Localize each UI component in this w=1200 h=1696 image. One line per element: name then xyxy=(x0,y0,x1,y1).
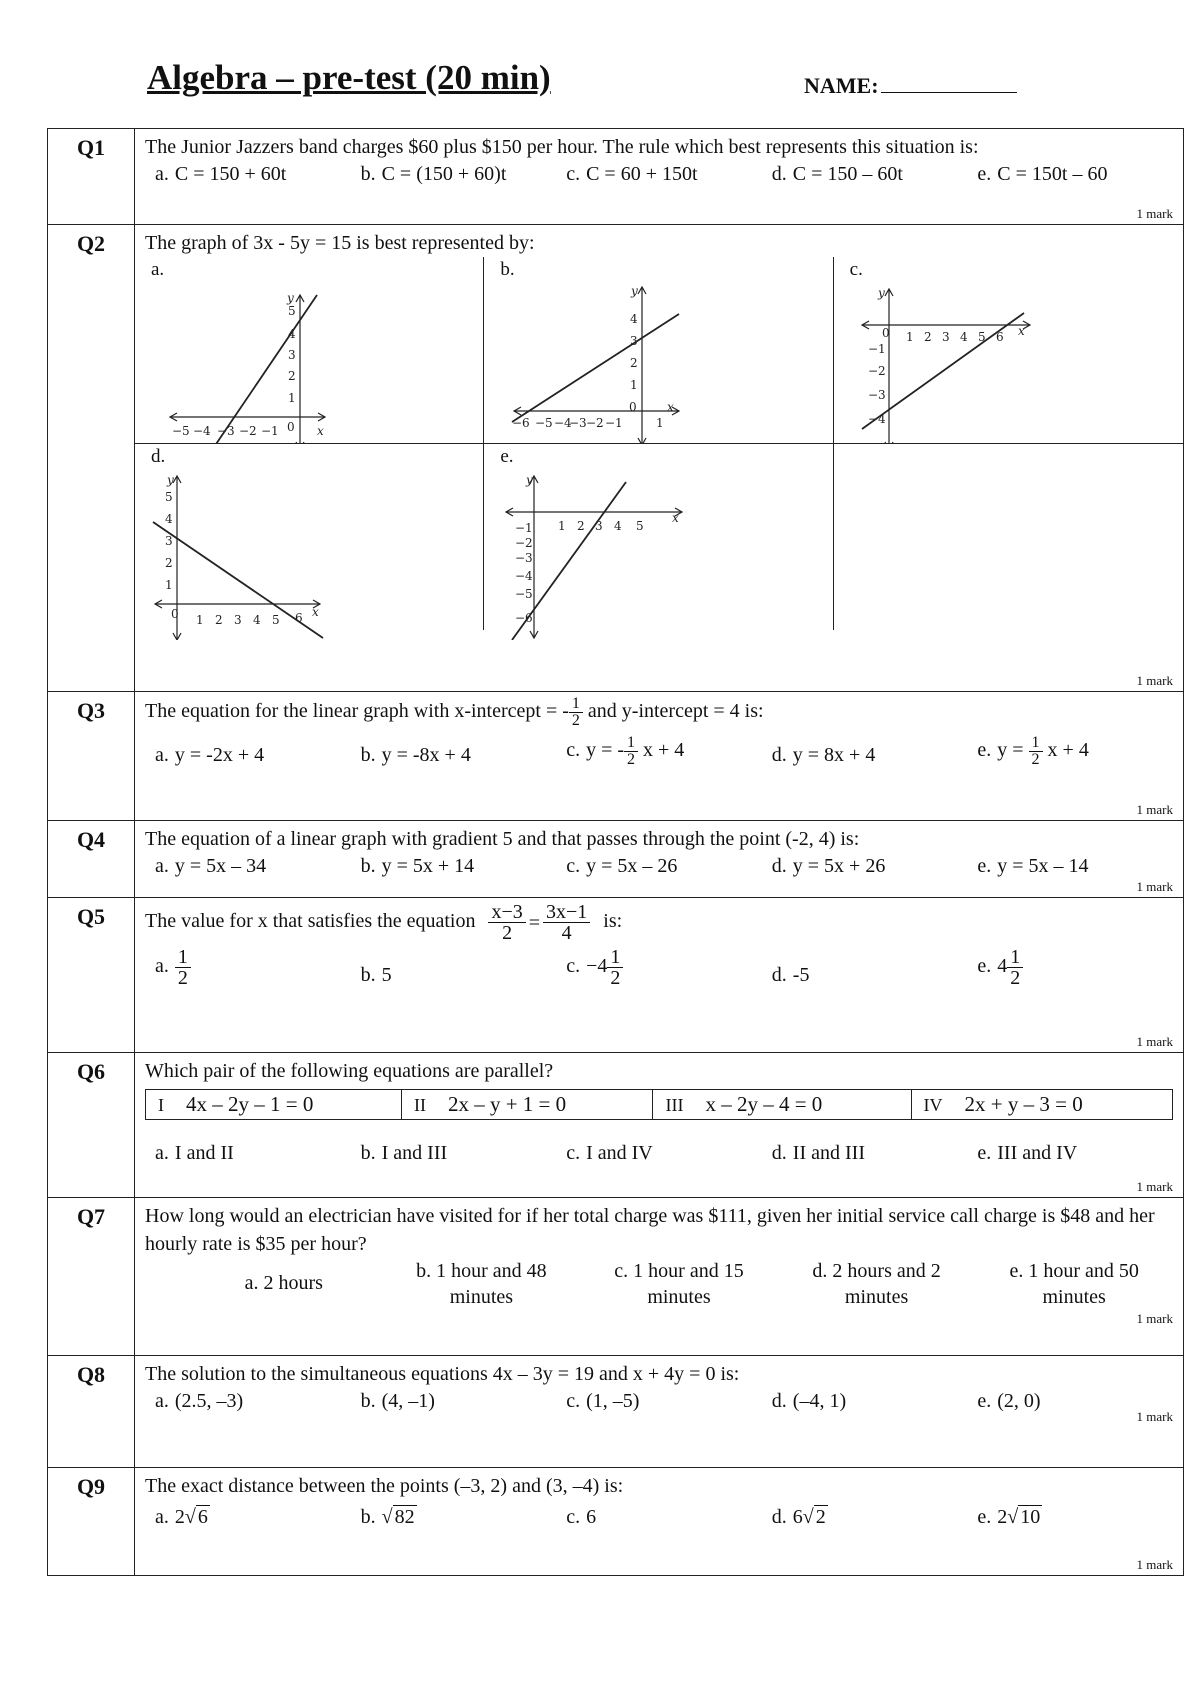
option-c[interactable]: c. 6 xyxy=(566,1506,597,1528)
svg-text:4: 4 xyxy=(959,330,968,344)
question-stem: How long would an electrician have visited for if her total charge was $111, given her initial service call charge is $48 and her hourly rate is $35 per hour? xyxy=(145,1205,1155,1255)
mark-label: 1 mark xyxy=(1136,879,1173,894)
svg-text:−4: −4 xyxy=(867,412,886,426)
question-stem: Which pair of the following equations are parallel? xyxy=(145,1060,554,1082)
equations-table xyxy=(145,1089,1173,1120)
option-e[interactable]: e. 2√ 10 xyxy=(977,1506,1041,1528)
option-a[interactable]: a. y = 5x – 34 xyxy=(155,855,267,877)
option-b[interactable]: b. C = (150 + 60)t xyxy=(360,163,507,185)
option-c[interactable]: c. y = 5x – 26 xyxy=(566,855,678,877)
svg-text:4: 4 xyxy=(288,327,296,341)
svg-text:4: 4 xyxy=(614,519,622,533)
option-e[interactable]: e. 1 hour and 50 minutes xyxy=(1009,1260,1139,1308)
svg-text:3: 3 xyxy=(165,534,173,548)
option-a[interactable]: a. y = -2x + 4 xyxy=(155,744,265,766)
svg-text:1: 1 xyxy=(656,416,664,430)
option-a[interactable]: a. 2√ 6 xyxy=(155,1506,208,1528)
graph-label: d. xyxy=(151,446,166,467)
option-b[interactable]: b. y = -8x + 4 xyxy=(360,744,471,766)
equation-cell: III x – 2y – 4 = 0 xyxy=(653,1090,911,1120)
question-number: Q7 xyxy=(48,1198,135,1356)
option-a[interactable]: a. (2.5, –3) xyxy=(155,1390,244,1412)
svg-text:−4: −4 xyxy=(554,416,573,430)
svg-text:5: 5 xyxy=(272,613,280,627)
svg-text:y: y xyxy=(631,284,639,298)
svg-text:3: 3 xyxy=(630,334,638,348)
svg-text:3: 3 xyxy=(941,330,950,344)
svg-text:−5: −5 xyxy=(535,416,554,430)
svg-text:y: y xyxy=(877,286,885,300)
svg-text:−1: −1 xyxy=(867,342,886,356)
option-d[interactable]: d. 2 hours and 2 minutes xyxy=(812,1260,941,1308)
svg-text:−1: −1 xyxy=(261,424,279,438)
option-a[interactable]: a. $\frac{1}{2}$ xyxy=(145,947,351,988)
mark-label: 1 mark xyxy=(1136,802,1173,817)
graph-option-d[interactable] xyxy=(135,444,484,630)
svg-text:0: 0 xyxy=(881,326,890,340)
question-row-q4 xyxy=(48,821,1184,898)
question-stem: The graph of 3x - 5y = 15 is best represented by: xyxy=(145,232,535,254)
mark-label: 1 mark xyxy=(1136,206,1173,221)
svg-text:x: x xyxy=(312,605,319,619)
option-b[interactable]: b. I and III xyxy=(360,1142,448,1164)
equation-cell: IV 2x + y – 3 = 0 xyxy=(911,1090,1172,1120)
option-d[interactable]: d. y = 5x + 26 xyxy=(771,855,886,877)
svg-text:3: 3 xyxy=(234,613,242,627)
svg-text:1: 1 xyxy=(905,330,914,344)
svg-text:−4: −4 xyxy=(193,424,211,438)
svg-text:2: 2 xyxy=(288,369,296,383)
equation: $\frac{x-3}{2}$ = $\frac{3x-1}{4}$ xyxy=(488,902,590,943)
svg-text:3: 3 xyxy=(288,348,296,362)
svg-text:2: 2 xyxy=(630,356,638,370)
svg-text:−2: −2 xyxy=(867,364,886,378)
fraction-half: $\frac{1}{2}$ xyxy=(569,696,583,729)
graph-e-plot xyxy=(484,444,822,640)
svg-text:4: 4 xyxy=(253,613,261,627)
svg-text:−2: −2 xyxy=(586,416,605,430)
svg-text:y: y xyxy=(167,473,174,487)
mark-label: 1 mark xyxy=(1136,1557,1173,1572)
svg-text:y: y xyxy=(287,291,294,305)
svg-text:−5: −5 xyxy=(172,424,190,438)
question-stem: The equation of a linear graph with gradient 5 and that passes through the point (-2, 4) is: xyxy=(145,828,860,850)
question-row-q3 xyxy=(48,692,1184,821)
svg-text:1: 1 xyxy=(165,578,173,592)
name-field xyxy=(804,72,1017,99)
option-d[interactable]: d. (–4, 1) xyxy=(771,1390,847,1412)
svg-text:5: 5 xyxy=(165,490,173,504)
mark-label: 1 mark xyxy=(1136,673,1173,688)
svg-text:−1: −1 xyxy=(515,521,534,535)
svg-text:1: 1 xyxy=(288,391,296,405)
option-a[interactable]: a. C = 150 + 60t xyxy=(155,163,287,185)
svg-text:−3: −3 xyxy=(867,388,886,402)
graph-label: c. xyxy=(849,259,863,280)
svg-text:1: 1 xyxy=(630,378,638,392)
svg-text:−6: −6 xyxy=(512,416,531,430)
mark-label: 1 mark xyxy=(1136,1409,1173,1424)
svg-text:y: y xyxy=(526,473,534,487)
test-title: Algebra – pre-test (20 min) xyxy=(147,58,551,97)
svg-text:−3: −3 xyxy=(217,424,235,438)
option-c[interactable]: c. −4 $\frac{1}{2}$ xyxy=(556,947,762,988)
option-b[interactable]: b. 5 xyxy=(360,964,392,986)
option-c[interactable]: c. I and IV xyxy=(566,1142,653,1164)
svg-text:−3: −3 xyxy=(569,416,588,430)
graph-option-c[interactable] xyxy=(834,257,1183,444)
question-table xyxy=(47,128,1184,1576)
question-number: Q5 xyxy=(48,898,135,1053)
option-b[interactable]: b. 1 hour and 48 minutes xyxy=(416,1260,547,1308)
svg-text:x: x xyxy=(1017,324,1025,338)
svg-text:−5: −5 xyxy=(515,587,534,601)
mark-label: 1 mark xyxy=(1136,1179,1173,1194)
svg-text:1: 1 xyxy=(196,613,204,627)
option-b[interactable]: b. √ 82 xyxy=(360,1506,415,1528)
option-d[interactable]: d. C = 150 – 60t xyxy=(771,163,903,185)
option-d[interactable]: d. 6√ 2 xyxy=(771,1506,826,1528)
question-number: Q1 xyxy=(48,129,135,225)
question-stem: The Junior Jazzers band charges $60 plus $150 per hour. The rule which best represents this situation is: xyxy=(145,136,979,158)
question-row-q7 xyxy=(48,1198,1184,1356)
question-row-q1 xyxy=(48,129,1184,225)
option-b[interactable]: b. (4, –1) xyxy=(360,1390,435,1412)
mark-label: 1 mark xyxy=(1136,1311,1173,1326)
question-row-q2 xyxy=(48,225,1184,692)
option-c[interactable]: c. 1 hour and 15 minutes xyxy=(614,1260,744,1308)
svg-text:4: 4 xyxy=(165,512,173,526)
option-e[interactable]: e. y = $\frac{1}{2}$ x + 4 xyxy=(977,734,1089,768)
svg-text:3: 3 xyxy=(595,519,603,533)
question-stem: The value for x that satisfies the equation $\frac{x-3}{2}$ = $\frac{3x-1}{4}$ is: xyxy=(145,901,623,944)
svg-text:0: 0 xyxy=(171,607,179,621)
question-number: Q4 xyxy=(48,821,135,898)
graph-option-b[interactable] xyxy=(484,257,833,444)
graph-label: b. xyxy=(500,259,515,280)
question-stem: The solution to the simultaneous equations 4x – 3y = 19 and x + 4y = 0 is: xyxy=(145,1363,740,1385)
svg-text:2: 2 xyxy=(215,613,223,627)
question-row-q6 xyxy=(48,1053,1184,1198)
svg-text:−4: −4 xyxy=(515,569,534,583)
option-e[interactable]: e. (2, 0) xyxy=(977,1390,1041,1412)
svg-text:−2: −2 xyxy=(239,424,257,438)
name-blank-line[interactable] xyxy=(881,72,1017,93)
graph-a-plot xyxy=(135,257,473,443)
svg-text:0: 0 xyxy=(629,400,637,414)
svg-text:4: 4 xyxy=(630,312,638,326)
svg-text:1: 1 xyxy=(558,519,566,533)
option-e[interactable]: e. y = 5x – 14 xyxy=(977,855,1089,877)
svg-text:5: 5 xyxy=(288,304,296,318)
name-label: NAME: xyxy=(804,73,879,98)
question-stem: The exact distance between the points (–3, 2) and (3, –4) is: xyxy=(145,1475,624,1497)
question-number: Q9 xyxy=(48,1468,135,1576)
option-c[interactable]: c. y = - $\frac{1}{2}$ x + 4 xyxy=(566,734,685,768)
svg-text:2: 2 xyxy=(577,519,585,533)
mark-label: 1 mark xyxy=(1136,1034,1173,1049)
svg-text:−6: −6 xyxy=(515,611,534,625)
graph-option-e[interactable] xyxy=(484,444,833,630)
svg-text:x: x xyxy=(672,511,680,525)
question-row-q5 xyxy=(48,898,1184,1053)
graph-empty-cell xyxy=(834,444,1183,630)
equation-cell: I 4x – 2y – 1 = 0 xyxy=(146,1090,402,1120)
svg-text:−3: −3 xyxy=(515,551,534,565)
svg-text:x: x xyxy=(667,400,675,414)
option-c[interactable]: c. C = 60 + 150t xyxy=(566,163,698,185)
svg-text:5: 5 xyxy=(977,330,986,344)
option-d[interactable]: d. -5 xyxy=(771,964,810,986)
svg-text:0: 0 xyxy=(287,420,295,434)
graph-d-plot xyxy=(135,444,473,640)
graph-c-plot xyxy=(834,257,1172,443)
graph-label: e. xyxy=(500,446,514,467)
equation-cell: II 2x – y + 1 = 0 xyxy=(401,1090,652,1120)
svg-text:x: x xyxy=(317,424,324,438)
option-b[interactable]: b. y = 5x + 14 xyxy=(360,855,475,877)
option-e[interactable]: e. 4 $\frac{1}{2}$ xyxy=(967,947,1173,988)
svg-text:−1: −1 xyxy=(605,416,624,430)
option-a[interactable]: a. 2 hours xyxy=(244,1272,323,1294)
svg-text:5: 5 xyxy=(636,519,644,533)
option-e[interactable]: e. III and IV xyxy=(977,1142,1078,1164)
svg-text:6: 6 xyxy=(295,611,303,625)
question-number: Q8 xyxy=(48,1356,135,1468)
svg-text:−2: −2 xyxy=(515,536,534,550)
option-a[interactable]: a. I and II xyxy=(155,1142,234,1164)
option-d[interactable]: d. II and III xyxy=(771,1142,865,1164)
graph-b-plot xyxy=(484,257,822,443)
svg-text:2: 2 xyxy=(165,556,173,570)
question-row-q8 xyxy=(48,1356,1184,1468)
graph-option-a[interactable] xyxy=(135,257,484,444)
option-d[interactable]: d. y = 8x + 4 xyxy=(771,744,876,766)
question-number: Q6 xyxy=(48,1053,135,1198)
question-number: Q3 xyxy=(48,692,135,821)
question-stem: The equation for the linear graph with x-intercept = - $\frac{1}{2}$ and y-intercept = 4 is: xyxy=(145,695,764,729)
graph-label: a. xyxy=(151,259,165,280)
question-row-q9 xyxy=(48,1468,1184,1576)
option-c[interactable]: c. (1, –5) xyxy=(566,1390,640,1412)
question-number: Q2 xyxy=(48,225,135,692)
svg-text:2: 2 xyxy=(923,330,932,344)
option-e[interactable]: e. C = 150t – 60 xyxy=(977,163,1108,185)
svg-text:6: 6 xyxy=(995,330,1004,344)
